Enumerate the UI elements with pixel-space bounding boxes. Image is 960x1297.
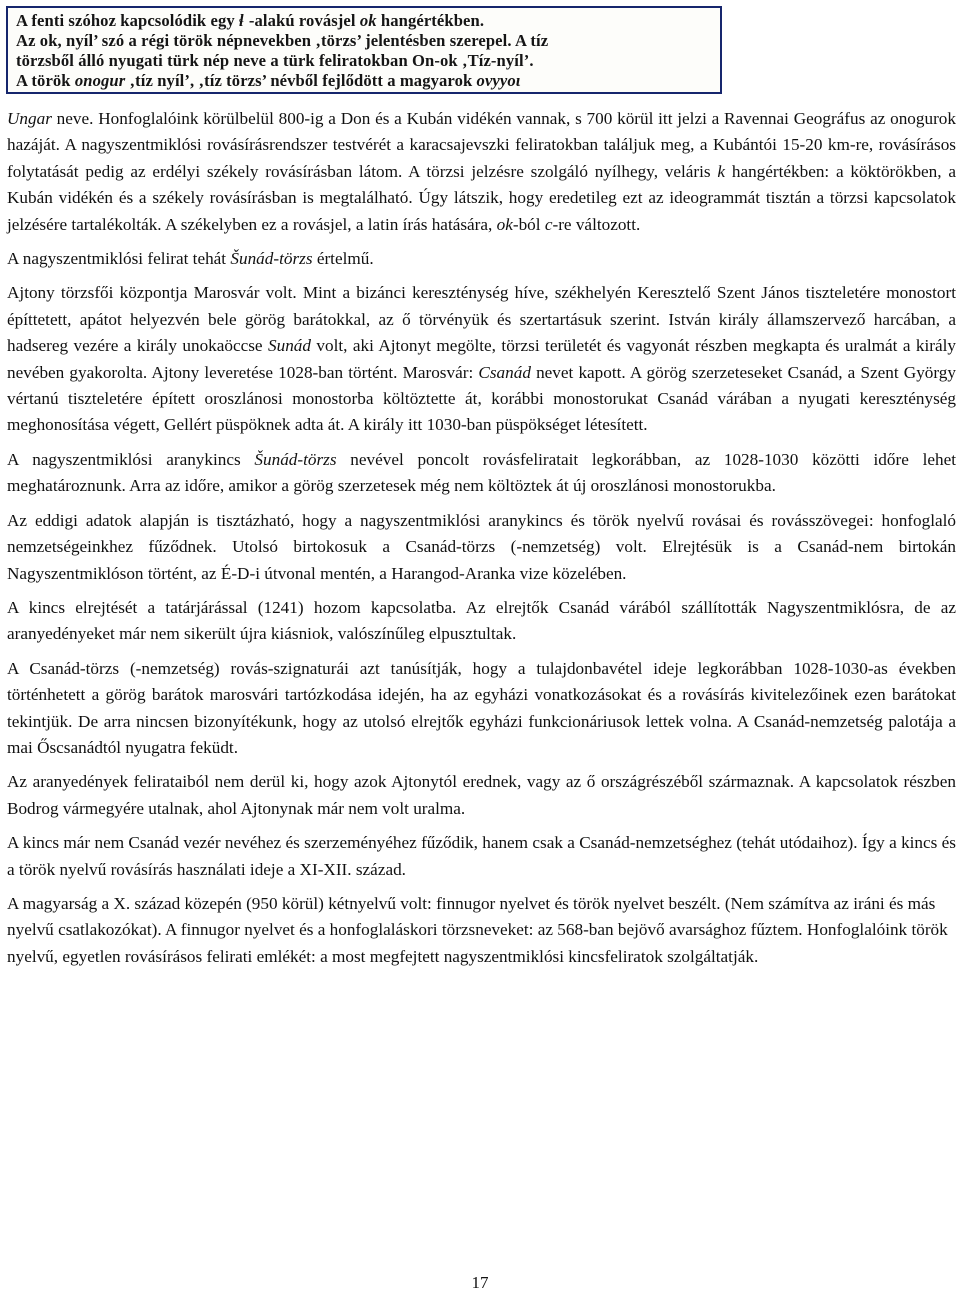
scanned-excerpt-image bbox=[6, 6, 722, 94]
body-text bbox=[7, 106, 956, 978]
italic-term: Ungar bbox=[7, 109, 52, 128]
text-run: Az aranyedények felirataiból nem derül ki, hogy azok Ajtonytól erednek, vagy az ő országrészéből származnak. A kapcsolatok részben Bodrog vármegyére utalnak, ahol Ajtonynak már nem volt uralma. bbox=[7, 772, 956, 818]
text-run: hangértékben: a köktörökben, a Kubán vidékén és a székely rovásírásban is megtalálható. Úgy látszik, hogy eredetileg ezt az ideogrammát tisztán a törzsi kapcsolatok jelzésére tartalékolták. A székelyben ez a rovásjel, a latin írás hatására, bbox=[7, 161, 956, 234]
text-run: értelmű. bbox=[312, 249, 374, 269]
scan-line-2: Az ok, nyíl’ szó a régi török népnevekben ‚törzs’ jelentésben szerepel. A tíz bbox=[16, 31, 549, 50]
scan-line-3: törzsből álló nyugati türk nép neve a türk feliratokban On-ok ‚Tíz-nyíl’. bbox=[16, 51, 534, 70]
rune-sign-glyph: ɬ bbox=[238, 11, 245, 30]
paragraph bbox=[7, 656, 956, 762]
paragraph bbox=[7, 280, 956, 438]
text-run: Az eddigi adatok alapján is tisztázható, hogy a nagyszentmiklósi aranykincs és török nyelvű rovásai és rovásszövegei: honfoglaló nemzetségeinkhez fűződnek. Utolsó birtokosuk a Csanád-törzs (-nemzetség) volt. Elrejtésük is a Csanád-nem birtokán Nagyszentmiklóson történt, az É-D-i útvonal mentén, a Harangod-Aranka vize közelében. bbox=[7, 510, 956, 583]
paragraph bbox=[7, 447, 956, 500]
text-run: nevet kapott. A görög szerzeteseket Csanád, a Szent György vértanú tiszteletére épített oroszlánosi monostorba költöztette át, korábbi monostorukat Csanád várában a nyugati kereszténység meghonosítása végett, Gellért püspöknek adta át. A király itt 1030-ban püspökséget létesített. bbox=[7, 362, 956, 435]
text-run: neve. Honfoglalóink körülbelül 800-ig a Don és a Kubán vidékén vannak, s 700 körül itt jelzi a Ravennai Geográfus az onogurok hazáját. A nagyszentmiklósi rovásírásrendszer testvérét a karacsajevszki feliratokban találjuk meg, a Kubántói 15-20 km-re, rovásírásos folytatását pedig az erdélyi székely rovásírásban látom. A törzsi jelzésre szolgáló nyílhegy, veláris bbox=[7, 109, 956, 181]
text-run: A magyarság a X. század közepén (950 körül) kétnyelvű volt: finnugor nyelvet és török nyelvet beszélt. (Nem számítva az iráni és más nyelvű csatlakozókat). A finnugor nyelvet és a honfoglaláskori törzsneveket: az 568-ban bejövő avarsághoz fűztem. Honfoglalóink török nyelvű, egyetlen rovásírásos felirati emlékét: a most megfejtett nagyszentmiklósi kincsfeliratok szolgáltatják. bbox=[7, 893, 948, 966]
italic-term: k bbox=[717, 161, 726, 181]
italic-term: Csanád bbox=[478, 362, 531, 382]
text-run: -re változott. bbox=[552, 214, 641, 234]
italic-term: ok bbox=[496, 214, 513, 234]
text-run: A nagyszentmiklósi aranykincs bbox=[7, 449, 255, 469]
text-run: A kincs elrejtését a tatárjárással (1241) hozom kapcsolatba. Az elrejtők Csanád várából szállították Nagyszentmiklósra, de az aranyedényeket már nem sikerült újra kiásniok, valószínűleg elpusztultak. bbox=[7, 597, 956, 644]
scan-line-1: A fenti szóhoz kapcsolódik egy ɬ -alakú rovásjel ok hangértékben. bbox=[16, 11, 485, 30]
text-run: A kincs már nem Csanád vezér nevéhez és szerzeményéhez fűződik, hanem csak a Csanád-nemzetséghez (tehát utódaihoz). Így a kincs és a török nyelvű rovásírás használati ideje a XI-XII. század. bbox=[7, 833, 956, 879]
text-run: Ajtony törzsfői központja Marosvár volt. Mint a bizánci kereszténység híve, székhelyén Keresztelő Szent János tiszteletére monostort építtetett, apátot helyezvén bele görög barátokkal, az ő törvényük és szertartásuk szerint. István király államszervező harcában, a hadsereg vezére a király unokaöccse bbox=[7, 283, 956, 356]
paragraph bbox=[7, 595, 956, 648]
scan-line-4: A török onogur ‚tíz nyíl’, ‚tíz törzs’ névből fejlődött a magyarok ovyyoɩ bbox=[16, 71, 521, 90]
italic-term: Šunád-törzs bbox=[254, 449, 337, 469]
italic-term: c bbox=[544, 214, 553, 234]
paragraph bbox=[7, 106, 956, 238]
paragraph bbox=[7, 830, 956, 883]
text-run: volt, aki Ajtonyt megölte, törzsi területét és vagyonát részben megkapta és uralmát a király nevében gyakorolta. Ajtony leveretése 1028-ban történt. Marosvár: bbox=[7, 336, 956, 382]
paragraph bbox=[7, 508, 956, 587]
text-run: -ból bbox=[512, 214, 545, 234]
paragraph bbox=[7, 891, 956, 970]
text-run: A Csanád-törzs (-nemzetség) rovás-szignaturái azt tanúsítják, hogy a tulajdonbavétel ideje legkorábban 1028-1030-as években történhetett a görög barátok marosvári tartózkodása idején, ha az egyházi vonatkozásokat és a rovásírás kivitelezőinek ezen barátokat tekintjük. De arra nincsen bizonyítékunk, hogy az utolsó elrejtők egyházi funkcionáriusok lettek volna. A Csanád-nemzetség palotája a mai Őscsanádtól nyugatra feküdt. bbox=[7, 658, 956, 757]
paragraph bbox=[7, 769, 956, 822]
text-run: nevével poncolt rovásfeliratait legkorábban, az 1028-1030 közötti időre lehet meghatároznunk. Arra az időre, amikor a görög szerzetesek még nem költöztek át új oroszlánosi monostorukba. bbox=[7, 449, 956, 496]
italic-term: Šunád-törzs bbox=[230, 249, 313, 269]
page-number: 17 bbox=[471, 1273, 489, 1292]
italic-term: Sunád bbox=[268, 336, 311, 356]
paragraph bbox=[7, 246, 956, 272]
text-run: A nagyszentmiklósi felirat tehát bbox=[7, 249, 231, 269]
